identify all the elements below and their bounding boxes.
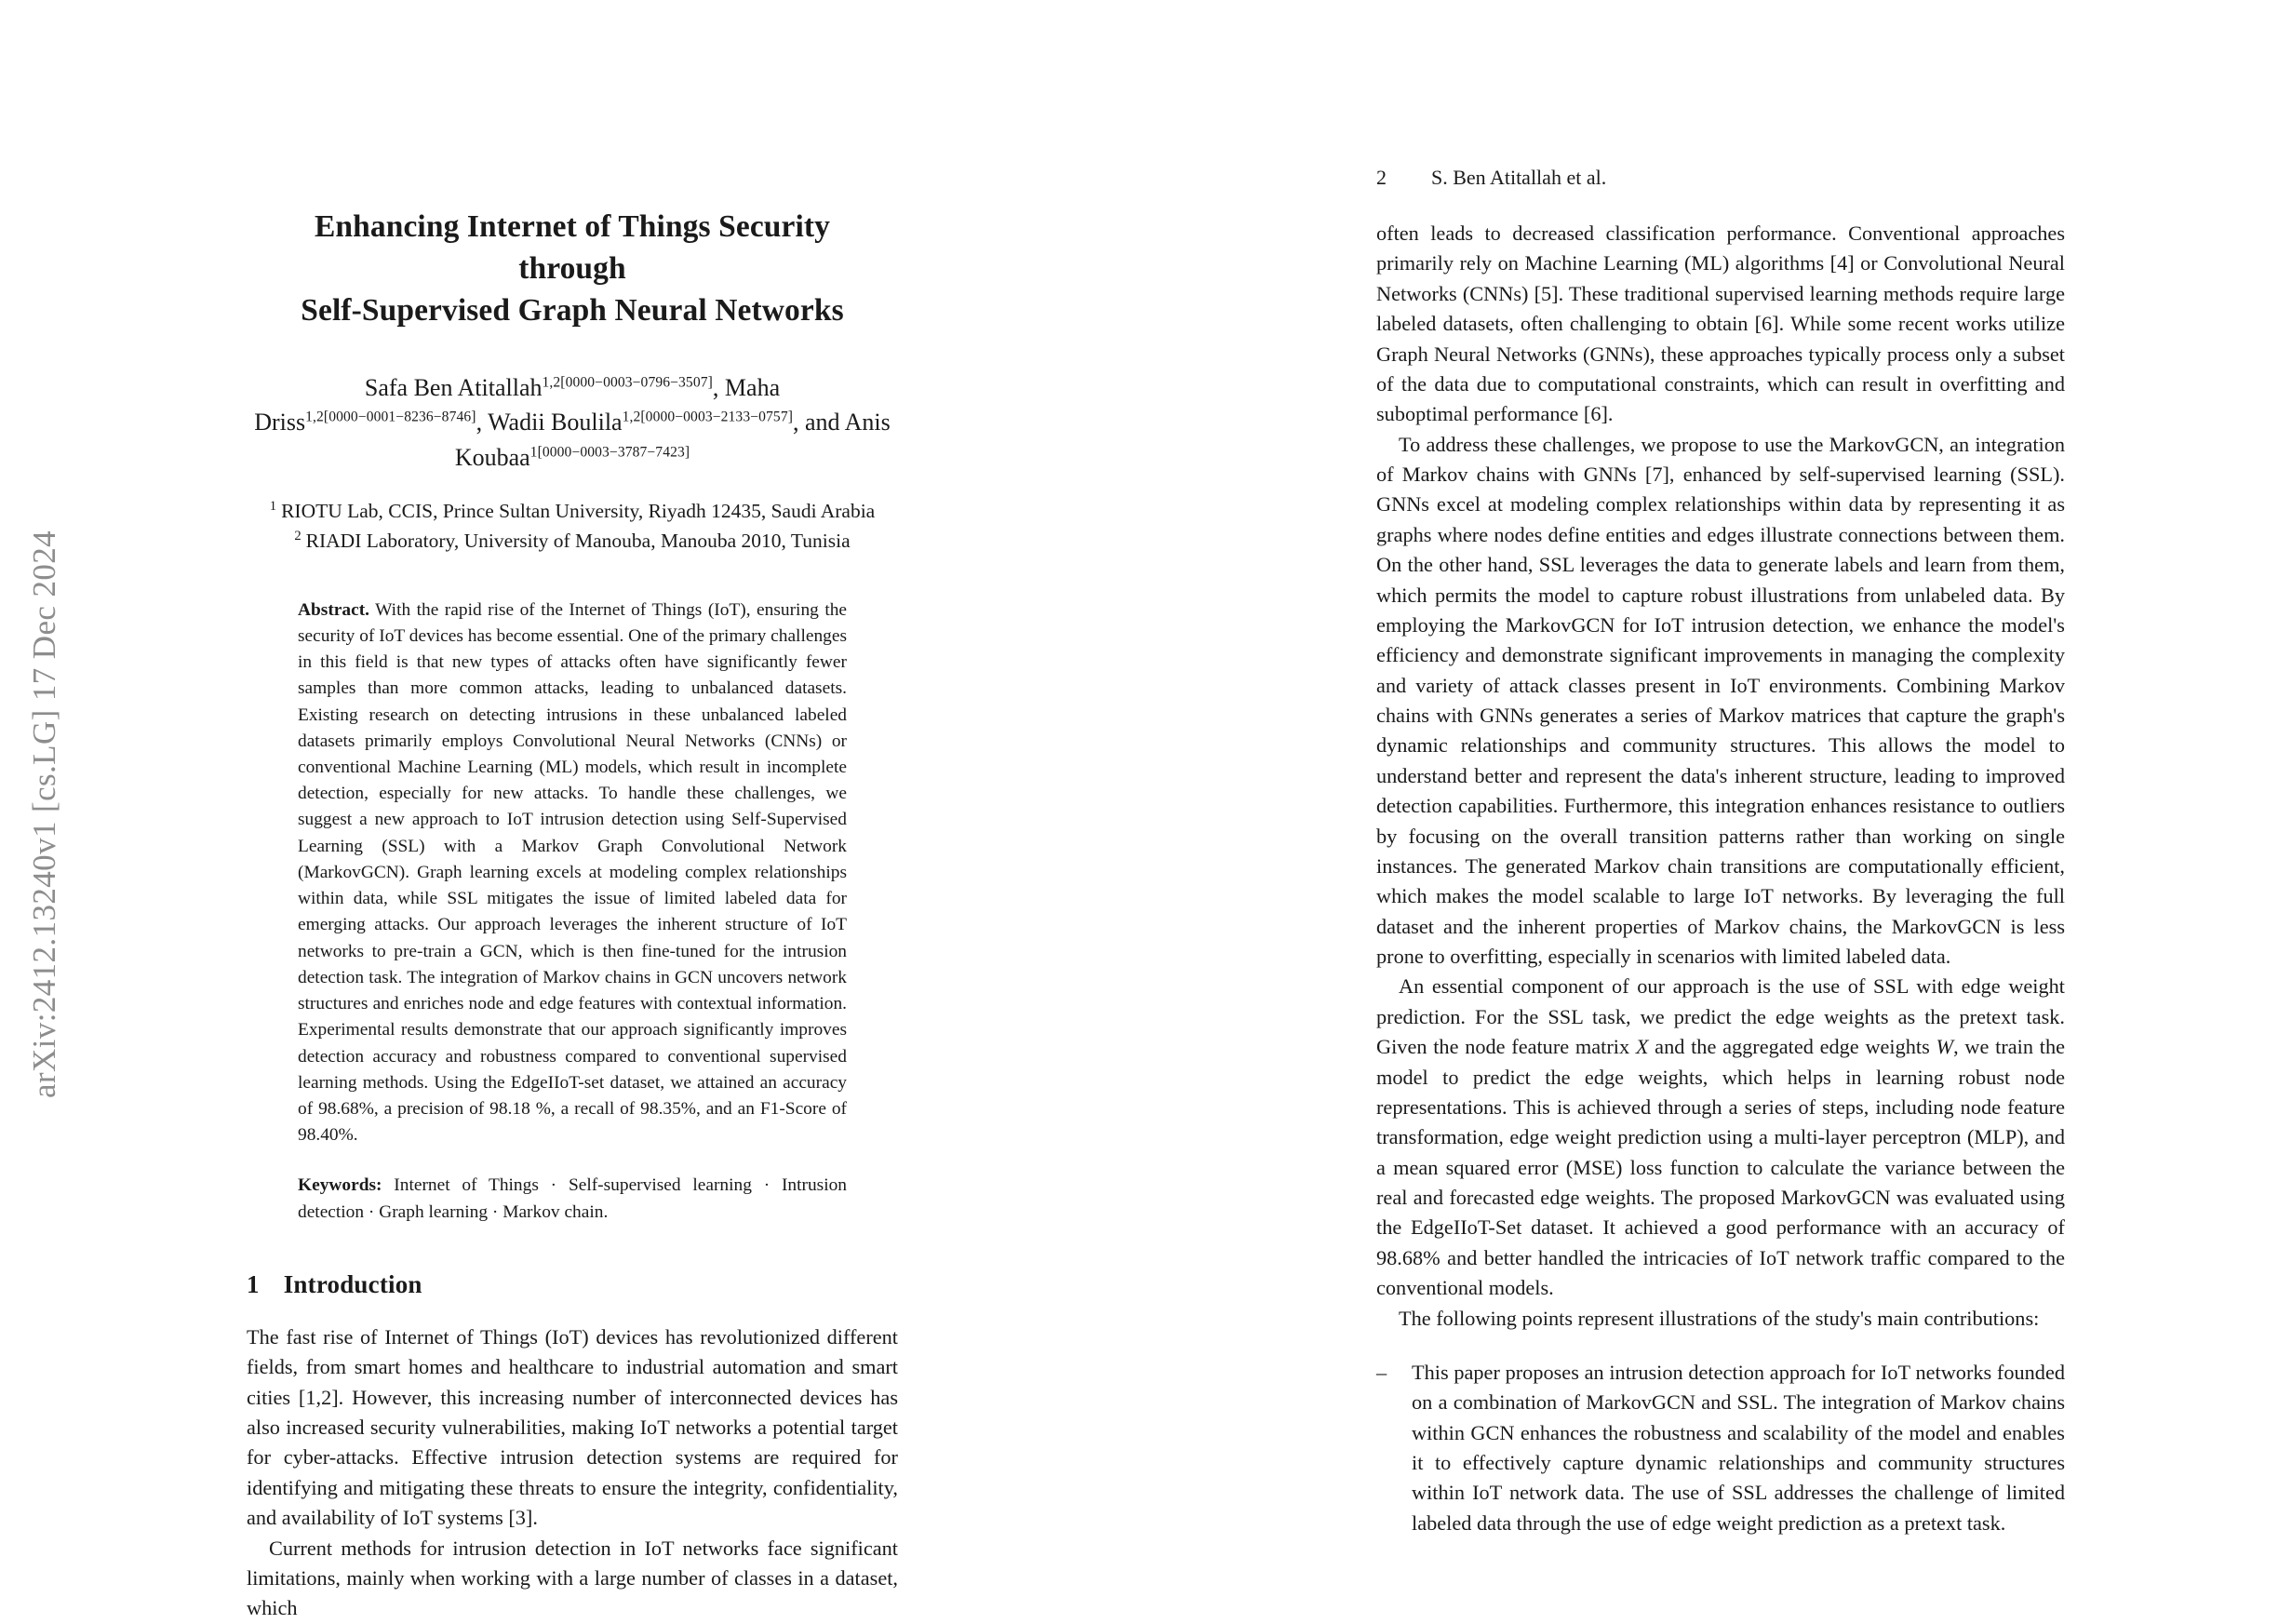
author-separator-2: , (476, 409, 483, 436)
list-item-text: This paper proposes an intrusion detection approach for IoT networks founded on a combination of MarkovGCN and SSL. The integration of Markov chains within GCN enhances the robustness and scalability of the model and enables it to effectively capture dynamic relationships and community structures within IoT network data. The use of SSL addresses the challenge of limited labeled data through the use of edge weight prediction as a pretext task. (1412, 1360, 2065, 1535)
section-heading-introduction (247, 1270, 898, 1299)
ssl-text-part-2: and the aggregated edge weights (1648, 1035, 1936, 1059)
right-paragraph-ssl (1376, 972, 2065, 1303)
contributions-list (1376, 1358, 2065, 1538)
section-number: 1 (247, 1269, 260, 1298)
author-name-4: Anis Koubaa (454, 409, 891, 471)
author-orcid-3: 1,2[0000−0003−2133−0757] (622, 409, 794, 425)
author-orcid-1: 1,2[0000−0003−0796−3507] (542, 373, 713, 390)
keywords-body: Internet of Things · Self-supervised learning · Intrusion detection · Graph learning · Markov chain. (298, 1175, 847, 1222)
affiliation-marker-1: 1 (269, 498, 277, 514)
author-orcid-2: 1,2[0000−0001−8236−8746] (305, 409, 476, 425)
abstract-section (247, 597, 898, 1149)
author-orcid-4: 1[0000−0003−3787−7423] (529, 443, 690, 460)
page-number: 2 (1376, 166, 1387, 189)
author-separator-1: , (712, 373, 725, 401)
affiliation-1 (247, 497, 898, 527)
author-name-1: Safa Ben Atitallah (364, 373, 543, 401)
page-title-line-1: Enhancing Internet of Things Security through (314, 209, 831, 286)
running-head-authors: S. Ben Atitallah et al. (1431, 166, 1607, 189)
section-title: Introduction (283, 1269, 422, 1298)
ssl-text-part-3: , we train the model to predict the edge weights, which helps in learning robust node representations. This is achieved through a series of steps, including node feature transformation, edge weight prediction using a multi-layer perceptron (MLP), and a mean squared error (MSE) loss function to calculate the variance between the real and forecasted edge weights. The proposed MarkovGCN was evaluated using the EdgeIIoT-Set dataset. It achieved a good performance with an accuracy of 98.68% and better handled the intricacies of IoT network traffic compared to the conventional models. (1376, 1035, 2065, 1300)
author-name-2: Maha Driss (254, 373, 781, 436)
math-variable-x: X (1635, 1035, 1649, 1059)
right-paragraph-continued: often leads to decreased classification performance. Conventional approaches primarily rely on Machine Learning (ML) algorithms [4] or Convolutional Neural Networks (CNNs) [5]. These traditional supervised learning methods require large labeled datasets, often challenging to obtain [6]. While some recent works utilize Graph Neural Networks (GNNs), these approaches typically process only a subset of the data due to computational constraints, which can result in overfitting and suboptimal performance [6]. (1376, 221, 2065, 426)
author-name-3: Wadii Boulila (488, 409, 623, 436)
affiliation-marker-2: 2 (294, 528, 302, 544)
intro-paragraph-2: Current methods for intrusion detection in IoT networks face significant limitations, mainly when working with a large number of classes in a dataset, which (247, 1536, 898, 1620)
abstract-label: Abstract. (298, 599, 370, 620)
running-head (1376, 166, 2065, 190)
list-item (1376, 1358, 2065, 1538)
author-list (247, 370, 898, 475)
page-title-line-2: Self-Supervised Graph Neural Networks (301, 292, 844, 328)
keywords-section (247, 1173, 898, 1225)
left-page-column (247, 0, 898, 1620)
right-page-column (1376, 0, 2065, 1535)
right-paragraph-markovgcn: To address these challenges, we propose to use the MarkovGCN, an integration of Markov chains with GNNs [7], enhanced by self-supervised learning (SSL). GNNs excel at modeling complex relationships within data by representing it as graphs where nodes define entities and edges illustrate connections between them. On the other hand, SSL leverages the data to generate labels and learn from them, which permits the model to capture robust illustrations from unlabeled data. By employing the MarkovGCN for IoT intrusion detection, we enhance the model's efficiency and demonstrate significant improvements in managing the complexity and variety of attack classes present in IoT environments. Combining Markov chains with GNNs generates a series of Markov matrices that capture the graph's dynamic relationships and community structures. This allows the model to understand better and represent the data's inherent structure, leading to improved detection capabilities. Furthermore, this integration enhances resistance to outliers by focusing on the overall transition patterns rather than working on single instances. The generated Markov chain transitions are computationally efficient, which makes the model scalable to large IoT networks. By leveraging the full dataset and the inherent properties of Markov chains, the MarkovGCN is less prone to overfitting, especially in scenarios with limited labeled data. (1376, 432, 2065, 968)
keywords-label: Keywords: (298, 1175, 382, 1196)
right-paragraph-contributions-intro: The following points represent illustrations of the study's main contributions: (1399, 1306, 2040, 1330)
affiliation-2 (247, 527, 898, 557)
intro-paragraph-1: The fast rise of Internet of Things (IoT) devices has revolutionized different fields, from smart homes and healthcare to industrial automation and smart cities [1,2]. However, this increasing number of interconnected devices has also increased security vulnerabilities, making IoT networks a potential target for cyber-attacks. Effective intrusion detection systems are required for identifying and mitigating these threats to ensure the integrity, confidentiality, and availability of IoT systems [3]. (247, 1324, 898, 1530)
arxiv-identifier-text: arXiv:2412.13240v1 [cs.LG] 17 Dec 2024 (26, 530, 62, 1098)
author-separator-3: , and (793, 409, 845, 436)
affiliation-text-2: RIADI Laboratory, University of Manouba, Manouba 2010, Tunisia (305, 529, 851, 552)
ssl-text-part-1: An essential component of our approach is the use of SSL with edge weight prediction. For the SSL task, we predict the edge weights as the pretext task. Given the node feature matrix (1376, 974, 2065, 1059)
list-dash-icon: – (1376, 1360, 1387, 1384)
abstract-body: With the rapid rise of the Internet of Things (IoT), ensuring the security of IoT devices has become essential. One of the primary challenges in this field is that new types of attacks often have significantly fewer samples than more common attacks, leading to unbalanced datasets. Existing research on detecting intrusions in these unbalanced labeled datasets primarily employs Convolutional Neural Networks (CNNs) or conventional Machine Learning (ML) models, which result in incomplete detection, especially for new attacks. To handle these challenges, we suggest a new approach to IoT intrusion detection using Self-Supervised Learning (SSL) with a Markov Graph Convolutional Network (MarkovGCN). Graph learning excels at modeling complex relationships within data, while SSL mitigates the issue of limited labeled data for emerging attacks. Our approach leverages the inherent structure of IoT networks to pre-train a GCN, which is then fine-tuned for the intrusion detection task. The integration of Markov chains in GCN uncovers network structures and enriches node and edge features with contextual information. Experimental results demonstrate that our approach significantly improves detection accuracy and robustness compared to conventional supervised learning methods. Using the EdgeIIoT-set dataset, we attained an accuracy of 98.68%, a precision of 98.18 %, a recall of 98.35%, and an F1-Score of 98.40%. (298, 599, 848, 1146)
affiliation-text-1: RIOTU Lab, CCIS, Prince Sultan University, Riyadh 12435, Saudi Arabia (281, 499, 876, 522)
affiliation-list (247, 497, 898, 557)
arxiv-identifier-stamp (0, 0, 89, 1474)
page-title (247, 207, 898, 332)
math-variable-w: W (1936, 1035, 1954, 1059)
